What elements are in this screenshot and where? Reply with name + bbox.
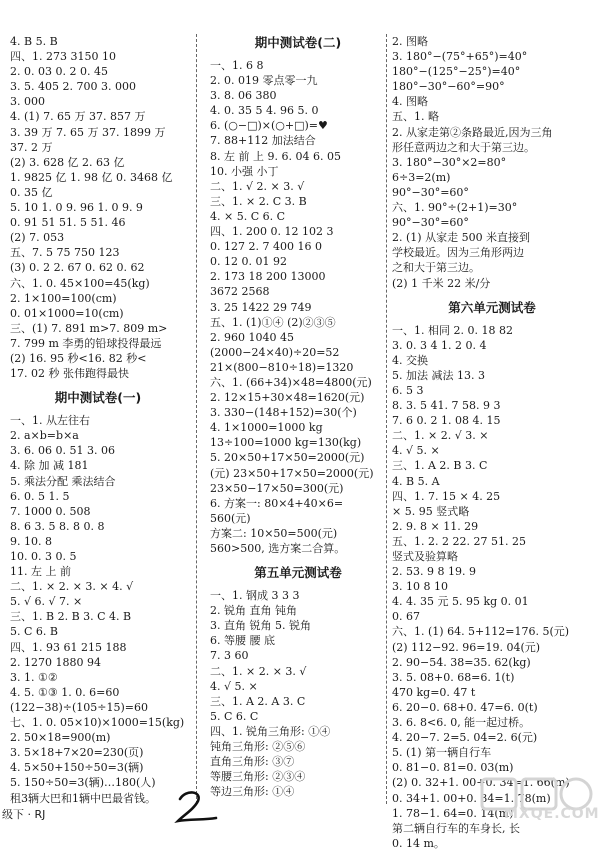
col1-bottom-line: 8. 6 3. 5 8. 8 0. 8 [10,519,105,533]
col3-top-line: 4. 图略 [392,95,428,109]
col1-top-line: 四、1. 273 3150 10 [10,50,116,64]
col1-bottom-line: 3. 5×18+7×20=230(页) [10,746,144,760]
col3-top-line: 五、1. 略 [392,110,439,124]
col2-answers-midterm [210,58,386,556]
col2-midterm-line: 二、1. √ 2. × 3. √ [210,179,305,193]
col3-unit6-line: 6. 5 3 [392,383,424,397]
col2-unit5-line: 二、1. × 2. × 3. √ [210,664,307,678]
col3-unit6-line: 4. B 5. A [392,474,440,488]
col2-midterm-line: 5. 20×50+17×50=2000(元) [210,451,365,465]
col1-bottom-line: 2. a×b=b×a [10,429,79,443]
col2-midterm-line: 3. 330−(148+152)=30(个) [210,406,357,420]
col3-unit6-line: 3. 6. 8<6. 0, 能一起过桥。 [392,716,531,730]
col3-answers-bottom [392,323,592,851]
col1-bottom-line: 4. 5×50+150÷50=3(辆) [10,761,144,775]
col2-unit5-line: 钝角三角形: ②⑤⑥ [210,740,306,754]
col1-bottom-line: 租3辆大巴和1辆中巴最省钱。 [10,791,156,805]
col1-top-line: 7. 799 m 李勇的铅球投得最远 [10,336,162,350]
col2-midterm-line: 3672 2568 [210,285,270,299]
col1-answers-top [10,34,186,381]
col3-top-line: 2. 从家走第②条路最近,因为三角 [392,125,553,139]
col2-midterm-line: 2. 173 18 200 13000 [210,270,326,284]
col1-bottom-line: 四、1. 93 61 215 188 [10,640,127,654]
col1-top-line: 4. B 5. B [10,35,58,48]
col3-unit6-line: 4. 4. 35 元 5. 95 kg 0. 01 [392,595,529,609]
col2-answers-unit5 [210,588,386,799]
col3-unit6-line: 3. 0. 3 4 1. 2 0. 4 [392,338,487,352]
col2-midterm-line: 13÷100=1000 kg=130(kg) [210,436,362,450]
col2-unit5-line: 3. 直角 锐角 5. 锐角 [210,619,311,633]
col1-bottom-line: 7. 1000 0. 508 [10,504,91,518]
col1-bottom-line: (122−38)÷(105÷15)=60 [10,700,149,714]
col3-top-line: 之和大于第三边。 [392,261,480,275]
col2-midterm-line: (元) 23×50+17×50=2000(元) [210,466,374,480]
col3-unit6-line: 2. 90−54. 38=35. 62(kg) [392,655,531,669]
col3-top-line: 180°−30°−60°=90° [392,80,505,94]
col3-unit6-line: 4. 20−7. 2=5. 04=2. 6(元) [392,731,538,745]
col1-bottom-line: 七、1. 0. 05×10)×1000=15(kg) [10,716,185,730]
col3-unit6-line: 竖式及验算略 [392,550,458,563]
col2-unit5-line: 4. √ 5. × [210,679,258,693]
column-1 [10,34,186,806]
col3-unit6-line: 2. 9. 8 × 11. 29 [392,519,479,533]
col3-unit6-line: 3. 10 8 10 [392,580,448,594]
footer-grade-label: 级下 · RJ [2,808,46,821]
col1-top-line: 五、7. 5 75 750 123 [10,246,120,260]
col2-midterm-line: 四、1. 200 0. 12 102 3 [210,225,334,239]
col3-unit6-line: 四、1. 7. 15 × 4. 25 [392,489,501,503]
column-divider-right [386,34,387,804]
col2-midterm-line: 8. 左 前 上 9. 6. 04 6. 05 [210,149,341,163]
col3-unit6-line: 470 kg=0. 47 t [392,685,476,699]
col1-bottom-line: 5. 乘法分配 乘法结合 [10,474,116,488]
col1-bottom-line: 4. 5. ①③ 1. 0. 6=60 [10,685,120,699]
col2-midterm-line: 4. × 5. C 6. C [210,209,286,223]
col1-top-line: 3. 000 [10,95,45,109]
watermark-url: MXQE.COM [504,806,600,822]
col3-top-line: 90°−30°=60° [392,216,469,230]
col1-top-line: (2) 3. 628 亿 2. 63 亿 [10,155,125,169]
col1-top-line: (3) 0. 2 2. 67 0. 62 0. 62 [10,261,145,275]
heading-unit-5: 第五单元测试卷 [254,565,342,581]
col2-midterm-line: 4. 1×1000=1000 kg [210,421,323,435]
col2-unit5-line: 等腰三角形: ②③④ [210,770,306,784]
heading-midterm-2: 期中测试卷(二) [254,35,342,50]
col1-bottom-line: 2. 50×18=900(m) [10,731,111,745]
col3-unit6-line: 0. 14 m。 [392,836,445,850]
col2-unit5-line: 5. C 6. C [210,709,259,723]
col3-unit6-line: 二、1. × 2. √ 3. × [392,429,489,443]
column-divider-left [196,34,197,804]
col2-unit5-line: 等边三角形: ①④ [210,785,295,799]
col1-top-line: 2. 0. 03 0. 2 0. 45 [10,65,108,79]
col3-unit6-line: 六、1. (1) 64. 5+112=176. 5(元) [392,625,570,639]
col1-bottom-line: 3. 1. ①② [10,670,58,684]
col3-unit6-line: 5. (1) 第一辆自行车 [392,746,492,760]
col2-unit5-line: 三、1. A 2. A 3. C [210,694,306,708]
col1-bottom-line: 10. 0. 3 0. 5 [10,550,77,563]
col2-midterm-line: 0. 12 0. 01 92 [210,255,287,269]
col2-midterm-line: 6. (○−□)×(○+□)=♥ [210,119,328,133]
col1-top-line: 3. 39 万 7. 65 万 37. 1899 万 [10,125,166,139]
col2-unit5-line: 直角三角形: ③⑦ [210,755,295,769]
col2-midterm-line: 2. 0. 019 零点零一九 [210,74,318,88]
col3-unit6-line: 三、1. A 2. B 3. C [392,459,488,473]
col2-midterm-line: 560(元) [210,511,251,525]
col2-midterm-line: 6. 方案一: 80×4+40×6= [210,496,344,510]
col3-top-line: (2) 1 千米 22 米/分 [392,276,491,290]
col3-unit6-line: × 5. 95 竖式略 [392,504,470,518]
col1-bottom-line: 3. 6. 06 0. 51 3. 06 [10,444,115,458]
col2-midterm-line: 560>500, 选方案二合算。 [210,542,346,555]
col2-unit5-line: 一、1. 钢成 3 3 3 [210,589,300,603]
col3-top-line: 180°−(125°−25°)=40° [392,65,521,79]
col2-unit5-line: 7. 3 60 [210,649,249,663]
col1-top-line: (2) 16. 95 秒<16. 82 秒< [10,351,147,365]
col2-unit5-line: 四、1. 锐角三角形: ①④ [210,724,331,738]
col1-answers-bottom [10,413,186,805]
col1-bottom-line: 6. 0. 5 1. 5 [10,489,70,503]
col3-top-line: 2. 图略 [392,35,428,48]
col1-bottom-line: 三、1. B 2. B 3. C 4. B [10,610,132,624]
col3-unit6-line: 4. √ 5. × [392,444,440,458]
col3-unit6-line: 0. 34+1. 00+0. 34=1. 78(m) [392,791,551,805]
col3-unit6-line: 8. 3. 5 41. 7 58. 9 3 [392,399,501,413]
col1-bottom-line: 11. 左 上 前 [10,565,71,579]
col3-top-line: 90°−30°=60° [392,185,469,199]
col2-unit5-line: 2. 锐角 直角 钝角 [210,604,297,618]
col2-midterm-line: (2000−24×40)÷20=52 [210,345,340,359]
col3-top-line: 形任意两边之和大于第三边。 [392,140,535,154]
col1-top-line: 17. 02 秒 张伟跑得最快 [10,367,129,381]
col2-midterm-line: 一、1. 6 8 [210,59,264,72]
col1-bottom-line: 5. 150÷50=3(辆)…180(人) [10,776,156,790]
heading-midterm-1: 期中测试卷(一) [54,390,142,406]
column-2 [210,34,386,799]
col2-midterm-line: 4. 0. 35 5 4. 96 5. 0 [210,104,319,118]
col2-midterm-line: 7. 88+112 加法结合 [210,134,316,148]
col1-top-line: 0. 35 亿 [10,185,53,199]
col1-bottom-line: 2. 1270 1880 94 [10,655,101,669]
col3-unit6-line: (2) 112−92. 96=19. 04(元) [392,640,541,654]
col1-bottom-line: 9. 10. 8 [10,534,52,548]
col3-answers-top [392,34,592,291]
col2-midterm-line: 五、1. (1)①④ (2)②③⑤ [210,315,336,329]
col3-top-line: 3. 180°−30°×2=80° [392,155,507,169]
col2-midterm-line: 方案二: 10×50=500(元) [210,526,338,540]
col2-midterm-line: 21×(800−810÷18)=1320 [210,360,354,374]
col1-top-line: 37. 2 万 [10,140,53,154]
col1-top-line: 3. 5. 405 2. 700 3. 000 [10,80,136,94]
col1-bottom-line: 4. 除 加 减 181 [10,459,89,473]
col2-midterm-line: 2. 12×15+30×48=1620(元) [210,391,365,405]
col2-midterm-line: 3. 25 1422 29 749 [210,300,312,314]
col2-midterm-line: 10. 小强 小丁 [210,164,279,178]
col1-top-line: 2. 1×100=100(cm) [10,291,117,305]
col3-top-line: 学校最近。因为三角形两边 [392,246,524,260]
handwritten-page-mark [168,787,228,827]
col3-top-line: 2. (1) 从家走 500 米直接到 [392,231,531,245]
col3-top-line: 六、1. 90°÷(2+1)=30° [392,201,518,215]
col3-top-line: 3. 180°−(75°+65°)=40° [392,50,528,64]
col3-top-line: 6÷3=2(m) [392,170,451,184]
col3-unit6-line: 4. 交换 [392,353,428,367]
col1-top-line: 1. 9825 亿 1. 98 亿 0. 3468 亿 [10,170,173,184]
col3-unit6-line: 7. 6 0. 2 1. 08 4. 15 [392,414,501,428]
col3-unit6-line: 2. 53. 9 8 19. 9 [392,565,476,579]
col2-midterm-line: 三、1. × 2. C 3. B [210,194,307,208]
col2-midterm-line: 2. 960 1040 45 [210,330,294,344]
col2-midterm-line: 23×50−17×50=300(元) [210,481,344,495]
col1-bottom-line: 二、1. × 2. × 3. × 4. √ [10,580,134,594]
heading-unit-6: 第六单元测试卷 [448,299,536,315]
col3-unit6-line: 5. 加法 减法 13. 3 [392,368,485,382]
column-3 [392,34,592,851]
col3-unit6-line: 五、1. 2. 2 22. 27 51. 25 [392,534,526,548]
col1-top-line: 六、1. 0. 45×100=45(kg) [10,276,150,290]
col1-top-line: 三、(1) 7. 891 m>7. 809 m> [10,321,168,335]
col3-unit6-line: 0. 67 [392,610,420,624]
col1-bottom-line: 5. C 6. B [10,625,58,639]
col3-unit6-line: 6. 20−0. 68+0. 47=6. 0(t) [392,700,538,714]
col1-top-line: 4. (1) 7. 65 万 37. 857 万 [10,110,146,124]
col2-midterm-line: 0. 127 2. 7 400 16 0 [210,240,322,254]
col1-top-line: 0. 01×1000=10(cm) [10,306,124,320]
col2-midterm-line: 3. 8. 06 380 [210,89,277,103]
col1-top-line: 0. 91 51 51. 5 51. 46 [10,216,126,230]
col1-top-line: 5. 10 1. 0 9. 96 1. 0 9. 9 [10,201,143,215]
col2-midterm-line: 六、1. (66+34)×48=4800(元) [210,375,372,389]
col3-unit6-line: 1. 78−1. 64=0. 14(m) [392,806,514,820]
col3-unit6-line: (2) 0. 32+1. 00+0. 34=1. 66(m) [392,776,570,790]
col3-unit6-line: 0. 81−0. 81=0. 03(m) [392,761,514,775]
col1-bottom-line: 5. √ 6. √ 7. × [10,595,83,609]
col3-unit6-line: 一、1. 相同 2. 0. 18 82 [392,323,513,337]
col1-top-line: (2) 7. 053 [10,231,65,245]
col2-unit5-line: 6. 等腰 腰 底 [210,634,275,648]
col3-unit6-line: 第二辆自行车的车身长, 长 [392,821,520,835]
col3-unit6-line: 3. 5. 08+0. 68=6. 1(t) [392,670,515,684]
col1-bottom-line: 一、1. 从左往右 [10,414,90,428]
